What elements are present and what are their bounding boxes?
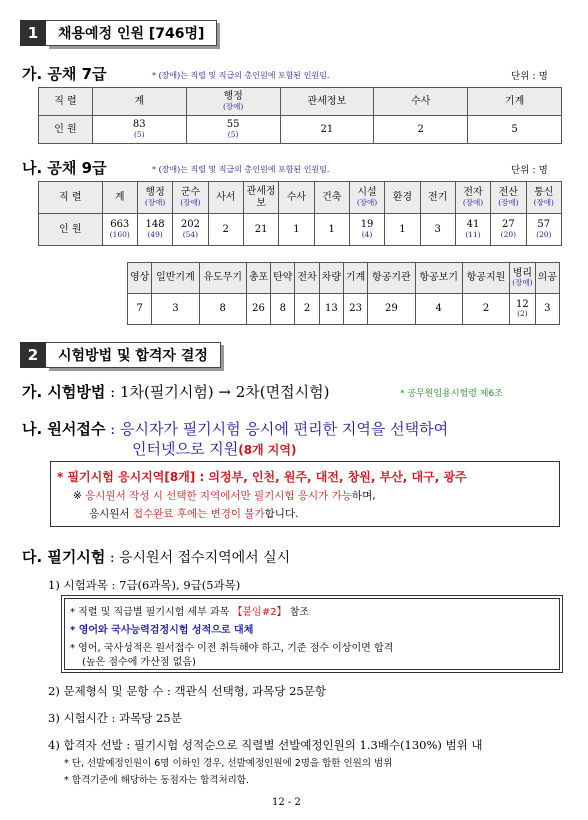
header-cell-text: 전자 [463,187,483,199]
value-cell [152,294,199,325]
header-cell [491,182,526,214]
header-cell [510,263,535,294]
row-label-cell-text: 인 원 [54,123,77,135]
row-label-cell-text: 인 원 [59,223,82,235]
item-format: 2) 문제형식 및 문항 수 : 객관식 선택형, 과목당 25문항 [48,684,326,698]
value-cell-text: 29 [385,303,398,315]
header-cell-sub: (장애) [512,278,533,288]
header-cell [319,263,343,294]
value-cell-text: 3 [434,223,441,235]
apply-label: 나. 원서접수 [22,420,106,438]
value-cell [415,294,462,325]
grade9-table [38,181,562,246]
region-info-box [50,461,560,527]
value-cell-text: 21 [254,223,268,235]
header-cell-text: 관세정보 [307,95,347,107]
value-cell [468,116,562,144]
value-cell [102,214,137,246]
header-cell-text: 의공 [537,272,557,284]
header-cell [186,88,280,116]
value-cell [314,214,349,246]
value-cell [420,214,455,246]
section-1-header [20,20,217,46]
header-cell [420,182,455,214]
header-cell [374,88,468,116]
header-cell-sub: (장애) [533,197,554,207]
header-cell-text: 항공보기 [419,272,458,284]
subjects-info-box [64,598,560,670]
header-cell-text: 환경 [392,191,413,203]
header-cell [246,263,270,294]
value-cell-text: 8 [219,303,226,315]
header-cell-text: 일반기계 [156,272,195,284]
header-cell-text: 행정 [145,187,165,199]
header-cell-text: 전기 [428,191,448,203]
header-cell [343,263,367,294]
header-cell [526,182,561,214]
value-cell [208,214,243,246]
value-cell-text: 3 [544,303,551,315]
header-cell [173,182,208,214]
header-cell-text: 전차 [297,272,317,284]
value-cell-text: 8 [279,303,286,315]
value-cell [343,294,367,325]
header-cell [152,263,199,294]
value-cell-sub: (5) [227,129,239,139]
value-cell [526,214,561,246]
header-cell [415,263,462,294]
header-cell-text: 항공기관 [372,272,411,284]
value-cell-text: 41 [466,219,480,231]
value-cell [199,294,246,325]
header-cell-text: 계 [134,95,145,107]
section-number: 1 [20,20,46,46]
header-cell [462,263,509,294]
page-number: 12 - 2 [272,797,301,808]
value-cell [491,214,526,246]
value-cell-text: 1 [399,223,406,235]
header-cell-text: 영상 [129,272,150,284]
region-note-2-a: 응시원서 [89,508,133,520]
value-cell-text: 202 [180,219,200,231]
header-cell [208,182,243,214]
header-cell-text: 건축 [322,191,342,203]
value-cell-text: 2 [222,223,229,235]
item-selection: 4) 합격자 선발 : 필기시험 성적순으로 직렬별 선발예정인원의 1.3배수(130%) 범위 내 [48,738,483,752]
apply-line1 [22,418,448,439]
na-note: * (장애)는 직렬 및 직급의 총인원에 포함된 인원임. [152,165,330,174]
value-cell-text: 19 [360,219,374,231]
region-note-2-red: 접수완료 후에는 변경이 불가 [132,508,265,520]
selection-note-1: * 단, 선발예정인원이 6명 이하인 경우, 선발예정인원에 2명을 합한 인원의 범위 [64,758,393,769]
value-cell-text: 5 [511,123,518,135]
header-cell [243,182,278,214]
value-cell-sub: (49) [147,229,163,239]
header-cell-text: 차량 [321,272,341,284]
apply-text1: : 응시자가 필기시험 응시에 편리한 지역을 선택하여 [105,420,449,438]
value-cell [280,116,374,144]
value-cell-text: 2 [417,123,424,135]
subjects-note-b: * 영어와 국사능력검정시험 성적으로 대체 [70,625,254,636]
header-cell [368,263,415,294]
written-line [22,546,290,567]
header-cell-text: 탄약 [273,272,293,284]
header-cell-sub: (장애) [222,101,244,111]
header-cell [271,263,295,294]
row-label-cell [39,214,103,246]
value-cell-text: 1 [328,223,335,235]
apply-text2: 인터넷으로 지원 [132,440,239,458]
item-time: 3) 시험시간 : 과목당 25분 [48,711,182,725]
selection-note-2: * 합격기준에 해당하는 동점자는 합격처리함. [64,775,250,786]
header-cell [137,182,172,214]
value-cell-text: 148 [145,219,165,231]
written-text: : 응시원서 접수지역에서 실시 [105,550,291,566]
value-cell [173,214,208,246]
method-label: 가. 시험방법 [22,383,106,401]
method-text: : 1차(필기시험) → 2차(면접시험) [105,383,330,401]
value-cell-text: 23 [349,303,362,315]
header-cell-text: 수사 [411,95,431,107]
header-cell-text: 계 [114,191,125,203]
region-note-1 [73,488,376,503]
value-cell-sub: (2) [517,309,528,319]
section-2-header [20,342,221,368]
header-cell-text: 항공지원 [466,272,506,284]
ga-note: * (장애)는 직렬 및 직급의 총인원에 포함된 인원임. [152,71,330,80]
written-label: 다. 필기시험 [22,548,106,566]
value-cell-text: 21 [320,123,334,135]
header-cell [102,182,137,214]
header-cell [468,88,562,116]
header-cell-text: 총포 [248,272,269,284]
value-cell-text: 13 [324,303,338,315]
attachment-ref: 【붙임#2】 [232,607,287,618]
value-cell-text: 83 [132,119,146,131]
header-cell [455,182,490,214]
value-cell-text: 12 [516,298,529,310]
value-cell [271,294,295,325]
region-note-2 [89,506,298,521]
header-cell-text: 직 렬 [54,95,77,107]
header-cell [295,263,319,294]
value-cell [462,294,509,325]
value-cell [510,294,535,325]
header-cell [39,182,103,214]
value-cell-text: 663 [110,219,130,231]
reference-mark: ※ [73,490,82,502]
value-cell-sub: (54) [182,229,199,239]
region-note-2-b: 합니다. [264,508,299,520]
value-cell-text: 2 [303,303,311,315]
header-cell-text: 직 렬 [59,191,82,203]
value-cell-text: 27 [502,219,515,231]
header-cell [128,263,152,294]
subjects-note-c2: (높은 점수에 가산점 없음) [82,657,196,668]
value-cell [349,214,384,246]
header-cell-text: 관세정보 [246,186,276,209]
subjects-note-a [70,603,309,618]
value-cell-text: 2 [482,303,490,315]
ga-unit: 단위 : 명 [511,71,548,82]
subjects-note-a-tail: 참조 [286,607,310,618]
value-cell-sub: (20) [500,229,517,239]
header-cell-text: 통신 [534,187,554,199]
value-cell [243,214,278,246]
header-cell-sub: (장애) [498,197,519,207]
header-cell [39,88,93,116]
value-cell-text: 3 [172,303,179,315]
header-cell-sub: (장애) [356,197,378,207]
header-cell [385,182,420,214]
value-cell [137,214,172,246]
value-cell-text: 57 [537,219,551,231]
subjects-note-c: * 영어, 국사성적은 원서접수 이전 취득해야 하고, 기준 점수 이상이면 합격 [70,643,394,654]
header-cell-text: 기계 [345,272,366,284]
value-cell [246,294,270,325]
value-cell-sub: (20) [536,229,552,239]
region-note-1-red: 응시원서 작성 시 선택한 지역에서만 필기시험 응시가 가능 [85,490,352,502]
value-cell [279,214,314,246]
header-cell-text: 수사 [286,191,307,203]
header-cell-sub: (장애) [462,197,484,207]
value-cell [92,116,186,144]
value-cell [374,116,468,144]
value-cell-sub: (4) [361,229,373,239]
header-cell-sub: (장애) [180,197,201,207]
value-cell [368,294,415,325]
section-title: 채용예정 인원 [746명] [46,20,217,46]
region-note-1-tail: 하며, [351,490,376,502]
value-cell [535,294,559,325]
na-unit: 단위 : 명 [511,165,548,176]
header-cell [314,182,349,214]
ga-title: 가. 공채 7급 [22,65,107,83]
value-cell-text: 4 [435,303,442,315]
section-title: 시험방법 및 합격자 결정 [46,342,221,368]
method-note: * 공무원임용시험령 제6조 [400,389,503,399]
header-cell-text: 군수 [180,187,201,199]
header-cell-sub: (장애) [144,197,166,207]
value-cell-text: 7 [136,303,143,315]
value-cell-sub: (11) [465,229,481,239]
grade7-table [38,87,562,144]
value-cell [455,214,490,246]
method-line [22,381,329,402]
value-cell-sub: (5) [133,129,145,139]
value-cell-text: 1 [293,223,300,235]
header-cell-text: 전산 [498,187,519,199]
header-cell [535,263,559,294]
header-cell-text: 기계 [504,95,525,107]
header-cell [279,182,314,214]
header-cell-text: 시설 [357,187,377,199]
apply-line2 [132,438,296,459]
value-cell-text: 26 [252,303,265,315]
header-cell [349,182,384,214]
header-cell-text: 병리 [512,267,533,279]
header-cell [280,88,374,116]
header-cell-text: 사서 [216,191,236,203]
value-cell-sub: (160) [109,229,130,239]
region-list: * 필기시험 응시지역[8개] : 의정부, 인천, 원주, 대전, 창원, 부산, 대구, 광주 [57,470,467,484]
section-number: 2 [20,342,46,368]
apply-text2-bold: (8개 지역) [238,443,297,457]
value-cell-text: 55 [226,119,240,131]
header-cell-text: 행정 [223,91,243,103]
header-cell-text: 유도무기 [203,272,243,284]
value-cell [128,294,152,325]
row-label-cell [39,116,93,144]
value-cell [186,116,280,144]
item-subjects: 1) 시험과목 : 7급(6과목), 9급(5과목) [48,578,241,592]
header-cell [92,88,186,116]
value-cell [295,294,319,325]
header-cell [199,263,246,294]
value-cell [319,294,343,325]
na-title: 나. 공채 9급 [22,159,107,177]
subjects-note-a-text: * 직렬 및 직급별 필기시험 세부 과목 [70,607,233,618]
value-cell [385,214,420,246]
grade9-table-2 [127,262,560,325]
